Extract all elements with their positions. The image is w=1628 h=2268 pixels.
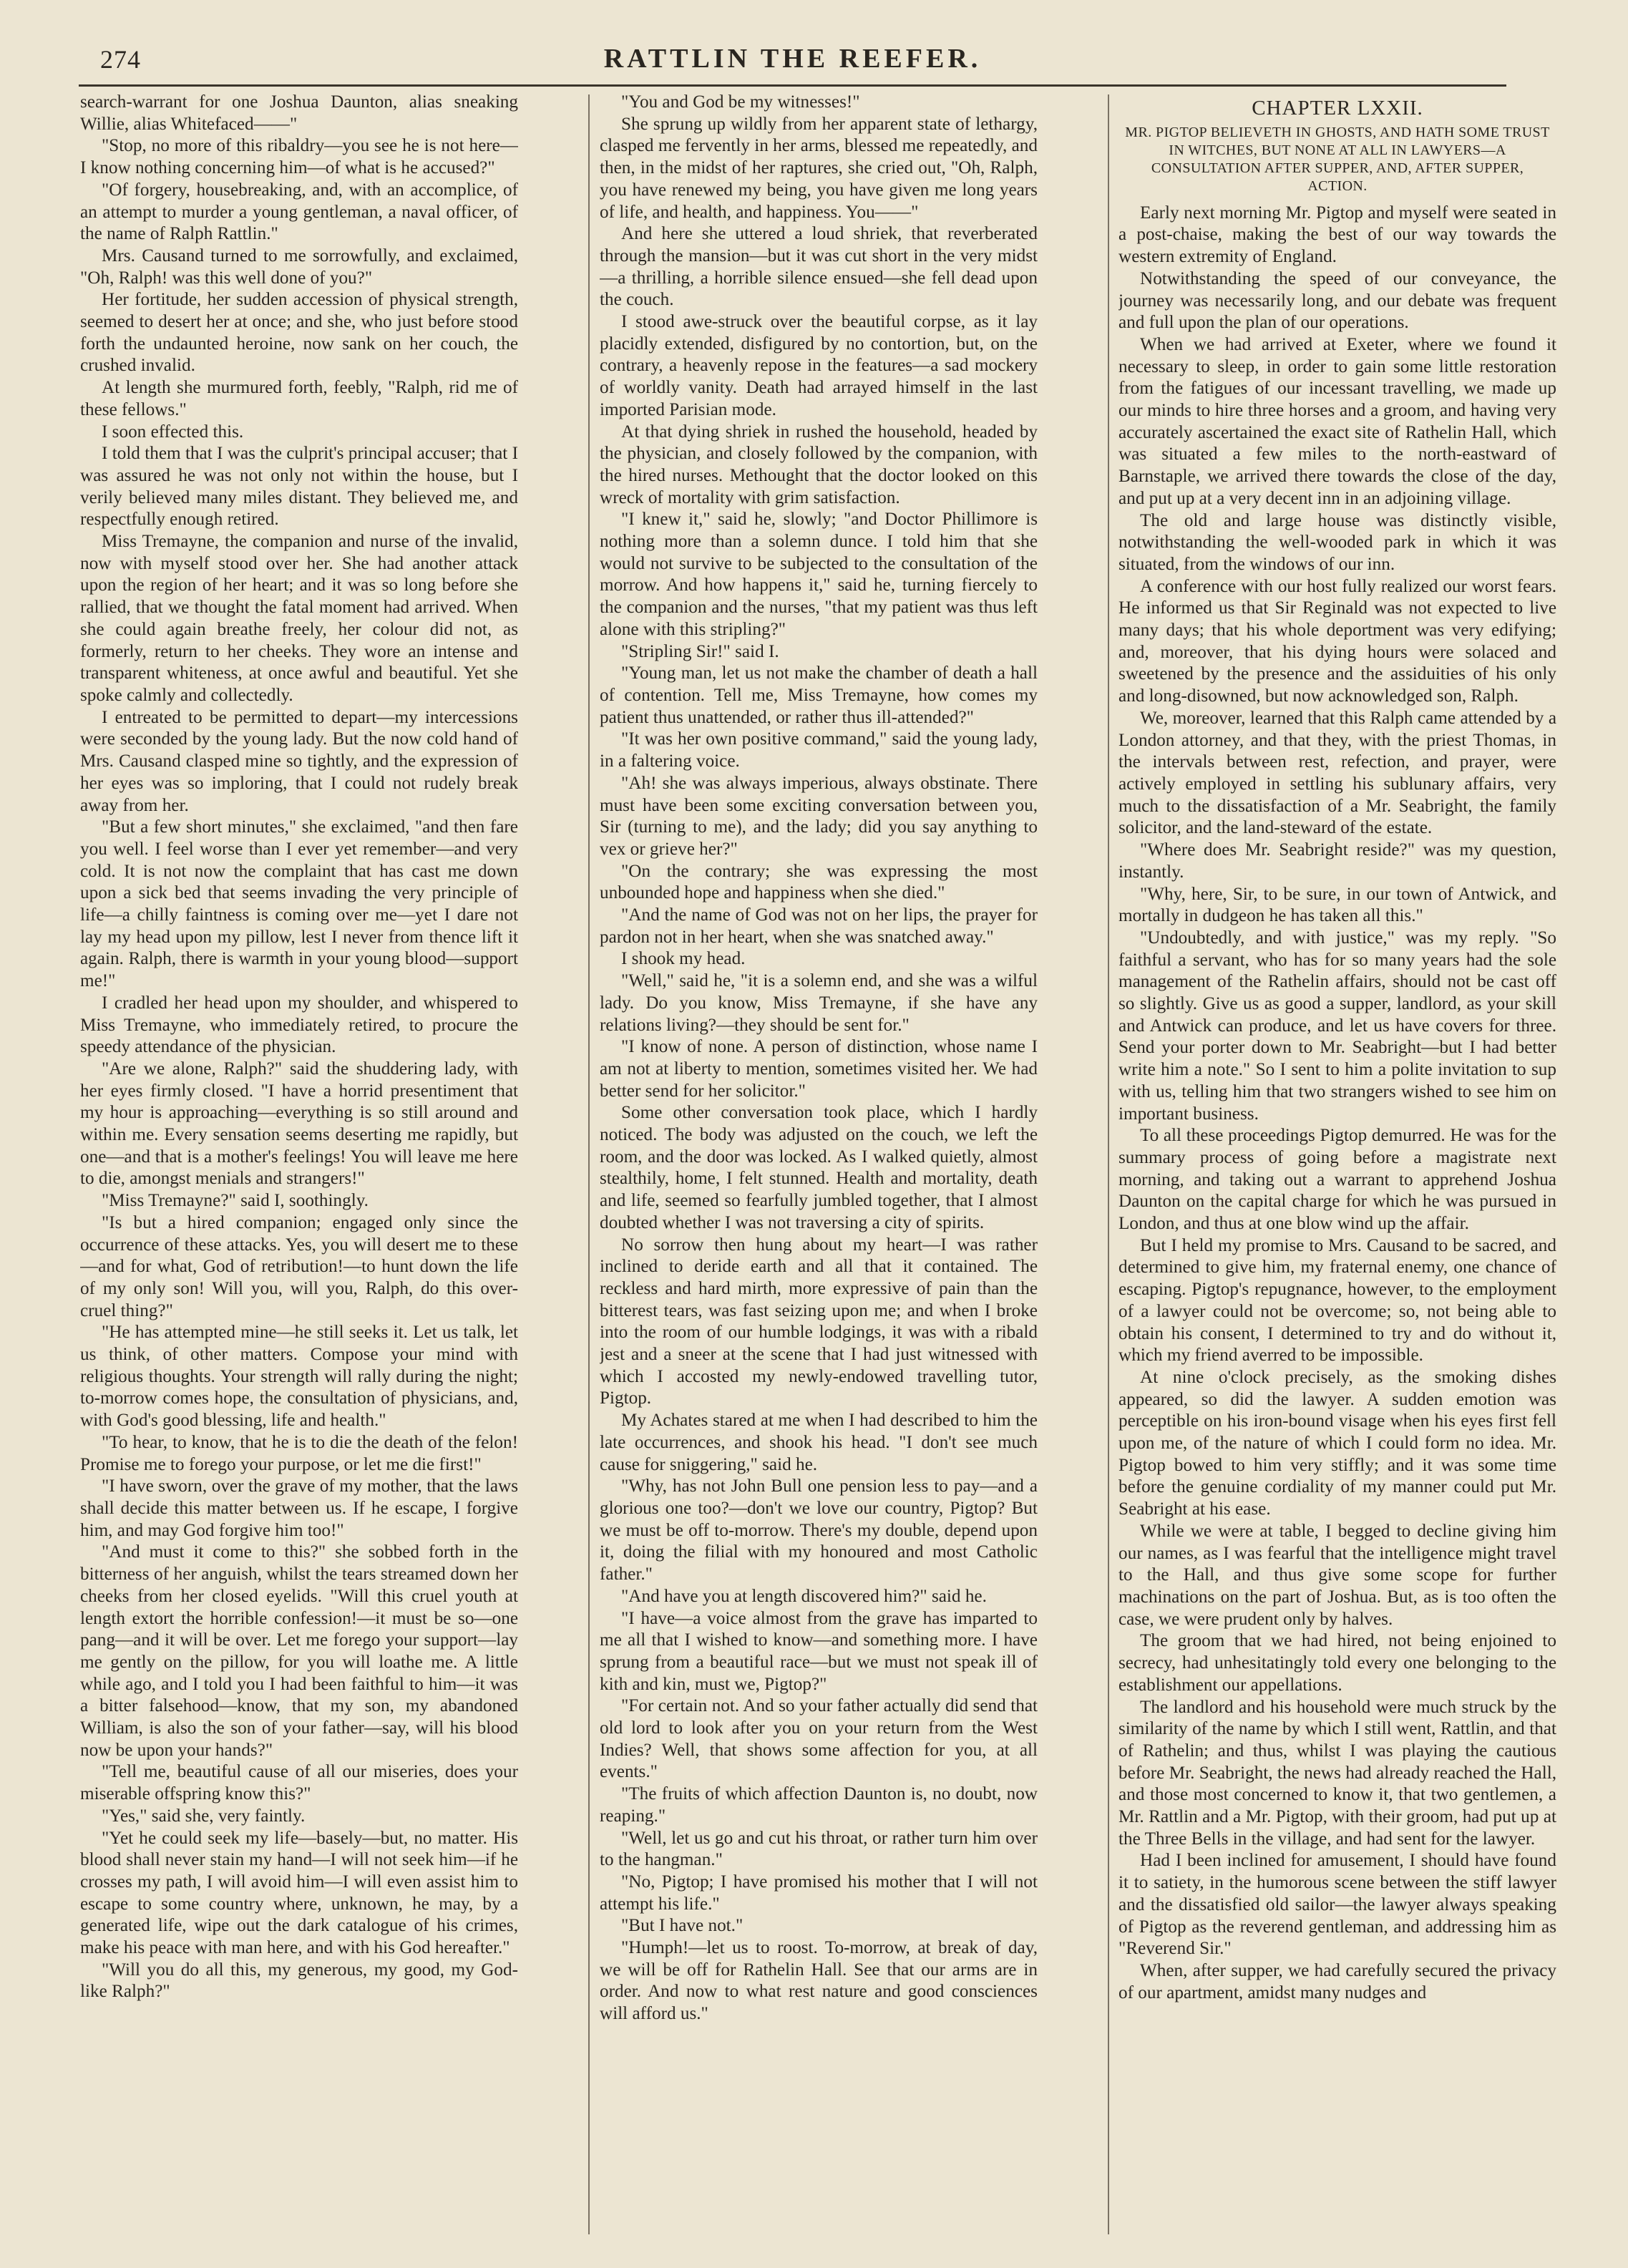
paragraph: "Stop, no more of this ribaldry—you see he is not here—I know nothing concerning him—of what is he accused?" [80, 136, 518, 178]
paragraph: "I have—a voice almost from the grave has imparted to me all that I wished to know—and something more. I have sprung from a beautiful race—but we must not speak ill of kith and kin, must we, Pigtop?" [600, 1608, 1038, 1694]
paragraph: Notwithstanding the speed of our conveyance, the journey was necessarily long, and our debate was frequent and full upon the plan of our operations. [1118, 268, 1556, 333]
paragraph: Had I been inclined for amusement, I should have found it to satiety, in the humorous scene between the stiff lawyer and the dissatisfied old sailor—the lawyer always speaking of Pigtop as the reverend gentleman, and addressing him as "Reverend Sir." [1118, 1851, 1556, 1959]
column-divider [588, 94, 590, 2234]
paragraph: "Will you do all this, my generous, my good, my God-like Ralph?" [80, 1960, 518, 2002]
paragraph: "Humph!—let us to roost. To-morrow, at break of day, we will be off for Rathelin Hall. See that our arms are in order. And now to what rest nature and good consciences will afford us." [600, 1938, 1038, 2024]
paragraph: And here she uttered a loud shriek, that reverberated through the mansion—but it was cut short in the very midst—a thrilling, a horrible silence ensued—she fell dead upon the couch. [600, 224, 1038, 310]
paragraph: "Stripling Sir!" said I. [621, 641, 779, 661]
paragraph: The landlord and his household were much struck by the similarity of the name by which I still went, Rattlin, and that of Rathelin; and thus, whilst I was playing the cautious before Mr. Seabright, the news had already reached the Hall, and those most concerned to know it, that two gentlemen, a Mr. Rattlin and a Mr. Pigtop, with their groom, had put up at the Three Bells in the village, and had sent for the lawyer. [1118, 1697, 1556, 1849]
paragraph: "And must it come to this?" she sobbed forth in the bitterness of her anguish, whilst the tears streamed down her cheeks from her closed eyelids. "Will this cruel youth at length extort the horrible confession!—it must be so—one pang—and it will be over. Let me forego your support—lay me gently on the pillow, for you will loathe me. A little while ago, and I told you I had been faithful to him—it was a bitter falsehood—know, that my son, my abandoned William, is also the son of your father—say, will his blood now be upon your hands?" [80, 1542, 518, 1760]
paragraph: "Is but a hired companion; engaged only since the occurrence of these attacks. Yes, you will desert me to these—and for what, God of retribution!—to hunt down the life of my only son! Will you, will you, Ralph, do this over-cruel thing?" [80, 1212, 518, 1320]
running-title: RATTLIN THE REEFER. [603, 44, 982, 74]
header-rule [79, 84, 1506, 87]
paragraph: "Yet he could seek my life—basely—but, no matter. His blood shall never stain my hand—I will not seek him—if he crosses my path, I will avoid him—I will even assist him to escape to some country where, unknown, he may, by a generated life, wipe out the dark catalogue of his crimes, make his peace with man here, and with his God hereafter." [80, 1828, 518, 1958]
paragraph: Miss Tremayne, the companion and nurse of the invalid, now with myself stood over her. She had another attack upon the region of her heart; and it was so long before she rallied, that we thought the fatal moment had arrived. When she could again breathe freely, her colour did not, as formerly, return to her cheeks. They wore an intense and transparent whiteness, at once awful and beautiful. Yet she spoke calmly and collectedly. [80, 532, 518, 705]
paragraph: The groom that we had hired, not being enjoined to secrecy, had unhesitatingly told every one belonging to the establishment our appellations. [1118, 1631, 1556, 1695]
paragraph: The old and large house was distinctly visible, notwithstanding the well-wooded park in which it was situated, from the windows of our inn. [1118, 510, 1556, 574]
paragraph: "Undoubtedly, and with justice," was my reply. "So faithful a servant, who has for so many years had the sole management of the Rathelin affairs, should not be cast off so slightly. Give us as good a supper, landlord, as your skill and Antwick can produce, and let us have covers for three. Send your porter down to Mr. Seabright—but I had better write him a note." So I sent to him a polite invitation to sup with us, telling him that two strangers wished to see him on important business. [1118, 928, 1556, 1124]
paragraph: "Are we alone, Ralph?" said the shuddering lady, with her eyes firmly closed. "I have a horrid presentiment that my hour is approaching—everything is so still around and within me. Every sensation seems deserting me rapidly, but one—and that is a mother's feelings! You will leave me here to die, amongst menials and strangers!" [80, 1058, 518, 1189]
paragraph: "Yes," said she, very faintly. [102, 1806, 306, 1826]
paragraph: At length she murmured forth, feebly, "Ralph, rid me of these fellows." [80, 378, 518, 419]
paragraph: "But a few short minutes," she exclaimed, "and then fare you well. I feel worse than I ever yet remember—and very cold. It is not now the complaint that has cast me down upon a sick bed that seems invading the very principle of life—a chilly faintness is coming over me—yet I dare not lay my head upon my pillow, lest I never from thence lift it again. Ralph, there is warmth in your young blood—support me!" [80, 817, 518, 991]
paragraph: "To hear, to know, that he is to die the death of the felon! Promise me to forego your purpose, or let me die first!" [80, 1432, 518, 1474]
paragraph: "You and God be my witnesses!" [621, 92, 860, 112]
paragraph: "And the name of God was not on her lips, the prayer for pardon not in her heart, when she was snatched away." [600, 905, 1038, 947]
paragraph: But I held my promise to Mrs. Causand to be sacred, and determined to give him, my fraternal enemy, one chance of escaping. Pigtop's repugnance, however, to the employment of a lawyer could not be overcome; so, not being able to obtain his consent, I determined to try and do without it, which my friend averred to be impossible. [1118, 1235, 1556, 1366]
paragraph: Some other conversation took place, which I hardly noticed. The body was adjusted on the couch, we left the room, and the door was locked. As I walked quietly, almost stealthily, home, I felt stunned. Health and mortality, death and life, seemed so fearfully jumbled together, that I almost doubted whether I was not traversing a city of spirits. [600, 1103, 1038, 1232]
paragraph: When we had arrived at Exeter, where we found it necessary to sleep, in order to gain some little restoration from the fatigues of our incessant travelling, we made up our minds to hire three horses and a groom, and having very accurately ascertained the exact site of Rathelin Hall, which was situated a few miles to the north-eastward of Barnstaple, we arrived there towards the close of the day, and put up at a very decent inn in an adjoining village. [1118, 334, 1556, 508]
paragraph: I soon effected this. [102, 422, 244, 442]
paragraph: A conference with our host fully realized our worst fears. He informed us that Sir Reginald was not expected to live many days; that his whole deportment was very edifying; and, moreover, that his dying hours were solaced and sweetened by the presence and the assiduities of his only and long-disowned, but now acknowledged son, Ralph. [1118, 576, 1556, 706]
paragraph: She sprung up wildly from her apparent state of lethargy, clasped me fervently in her arms, blessed me repeatedly, and then, in the midst of her raptures, she cried out, "Oh, Ralph, you have renewed my being, you have given me long years of life, and health, and happiness. You——" [600, 114, 1038, 222]
page-number: 274 [100, 45, 141, 74]
page-header [79, 37, 1506, 80]
chapter-heading: CHAPTER LXXII. [1252, 97, 1423, 120]
paragraph: "Where does Mr. Seabright reside?" was my question, instantly. [1118, 840, 1556, 882]
paragraph: "For certain not. And so your father actually did send that old lord to look after you on your return from the West Indies? Well, that shows some affection for you, at all events." [600, 1696, 1038, 1782]
chapter-summary: MR. PIGTOP BELIEVETH IN GHOSTS, AND HATH SOME TRUST IN WITCHES, BUT NONE AT ALL IN LAWYERS—A CONSULTATION AFTER SUPPER, AND, AFTER SUPPER, ACTION. [1125, 124, 1550, 194]
column-divider [1108, 94, 1109, 2234]
paragraph: "It was her own positive command," said the young lady, in a faltering voice. [600, 729, 1038, 772]
paragraph: "The fruits of which affection Daunton is, no doubt, now reaping." [600, 1784, 1038, 1826]
paragraph: search-warrant for one Joshua Daunton, alias sneaking Willie, alias Whitefaced——" [80, 92, 518, 134]
paragraph: "Well," said he, "it is a solemn end, and she was a wilful lady. Do you know, Miss Tremayne, if she have any relations living?—they should be sent for." [600, 971, 1038, 1035]
paragraph: Her fortitude, her sudden accession of physical strength, seemed to desert her at once; and she, who just before stood forth the undaunted heroine, now sank on her couch, the crushed invalid. [80, 290, 518, 376]
paragraph: "Miss Tremayne?" said I, soothingly. [102, 1191, 369, 1211]
text-column-3 [1118, 92, 1556, 2232]
paragraph: I stood awe-struck over the beautiful corpse, as it lay placidly extended, disfigured by no contortion, but, on the contrary, a heavenly repose in the features—a sad mockery of worldly vanity. Death had arrayed himself in the last imported Parisian mode. [600, 312, 1038, 419]
paragraph: At nine o'clock precisely, as the smoking dishes appeared, so did the lawyer. A sudden emotion was perceptible on his iron-bound visage when his eyes first fell upon me, of the nature of which I could form no idea. Mr. Pigtop bowed to him very stiffly; and it was some time before the genuine cordiality of my manner could put Mr. Seabright at his ease. [1118, 1367, 1556, 1519]
paragraph: "Why, has not John Bull one pension less to pay—and a glorious one too?—don't we love our country, Pigtop? But we must be off to-morrow. There's my double, depend upon it, doing the filial with my honoured and most Catholic father." [600, 1476, 1038, 1585]
paragraph: "Well, let us go and cut his throat, or rather turn him over to the hangman." [600, 1828, 1038, 1870]
paragraph: "And have you at length discovered him?" said he. [621, 1586, 987, 1606]
paragraph: "Tell me, beautiful cause of all our miseries, does your miserable offspring know this?" [80, 1762, 518, 1804]
paragraph: I shook my head. [621, 949, 746, 969]
paragraph: "Ah! she was always imperious, always obstinate. There must have been some exciting conversation between you, Sir (turning to me), and the lady; did you say anything to vex or grieve her?" [600, 773, 1038, 859]
paragraph: To all these proceedings Pigtop demurred. He was for the summary process of going before a magistrate next morning, and taking out a warrant to apprehend Joshua Daunton on the capital charge for which he was pursued in London, and thus at one blow wind up the affair. [1118, 1126, 1556, 1234]
paragraph: We, moreover, learned that this Ralph came attended by a London attorney, and that they, with the priest Thomas, in the intervals between rest, refection, and prayer, were actively employed in settling his sublunary affairs, very much to the dissatisfaction of a Mr. Seabright, the family solicitor, and the land-steward of the estate. [1118, 708, 1556, 838]
text-column-1 [80, 92, 518, 2232]
paragraph: I cradled her head upon my shoulder, and whispered to Miss Tremayne, who immediately retired, to procure the speedy attendance of the physician. [80, 993, 518, 1057]
paragraph: "I know of none. A person of distinction, whose name I am not at liberty to mention, sometimes visited her. We had better send for her solicitor." [600, 1037, 1038, 1101]
paragraph: No sorrow then hung about my heart—I was rather inclined to deride earth and all that it contained. The reckless and hard mirth, more expressive of pain than the bitterest tears, was fast seizing upon me; and when I broke into the room of our humble lodgings, it was with a ribald jest and a sneer at the scene that I had just witnessed with which I accosted my newly-endowed travelling tutor, Pigtop. [600, 1235, 1038, 1408]
paragraph: At that dying shriek in rushed the household, headed by the physician, and closely followed by the companion, with the hired nurses. Methought that the doctor looked on this wreck of mortality with grim satisfaction. [600, 422, 1038, 507]
paragraph: When, after supper, we had carefully secured the privacy of our apartment, amidst many nudges and [1118, 1960, 1556, 2002]
paragraph: "I have sworn, over the grave of my mother, that the laws shall decide this matter between us. If he escape, I forgive him, and may God forgive him too!" [80, 1476, 518, 1540]
paragraph: "Young man, let us not make the chamber of death a hall of contention. Tell me, Miss Tremayne, how comes my patient thus unattended, or rather thus ill-attended?" [600, 663, 1038, 727]
paragraph: "Of forgery, housebreaking, and, with an accomplice, of an attempt to murder a young gentleman, a naval officer, of the name of Ralph Rattlin." [80, 180, 518, 244]
paragraph: While we were at table, I begged to decline giving him our names, as I was fearful that the intelligence might travel to the Hall, and thus give some scope for further machinations on the part of Joshua. But, as is too often the case, we were prudent only by halves. [1118, 1521, 1556, 1629]
paragraph: I entreated to be permitted to depart—my intercessions were seconded by the young lady. But the now cold hand of Mrs. Causand clasped mine so tightly, and the expression of her eyes was so imploring, that I could not rudely break away from her. [80, 707, 518, 815]
paragraph: "On the contrary; she was expressing the most unbounded hope and happiness when she died." [600, 861, 1038, 903]
paragraph: "But I have not." [621, 1916, 744, 1936]
paragraph: "He has attempted mine—he still seeks it. Let us talk, let us think, of other matters. Compose your mind with religious thoughts. Your strength will rally during the night; to-morrow comes hope, the consultation of physicians, and, with God's good blessing, life and health." [80, 1323, 518, 1431]
paragraph: "No, Pigtop; I have promised his mother that I will not attempt his life." [600, 1872, 1038, 1914]
text-column-2 [600, 92, 1038, 2232]
paragraph: My Achates stared at me when I had described to him the late occurrences, and shook his head. "I don't see much cause for sniggering," said he. [600, 1411, 1038, 1474]
paragraph: Mrs. Causand turned to me sorrowfully, and exclaimed, "Oh, Ralph! was this well done of you?" [80, 245, 518, 288]
paragraph: "Why, here, Sir, to be sure, in our town of Antwick, and mortally in dudgeon he has taken all this." [1118, 884, 1556, 926]
paragraph: I told them that I was the culprit's principal accuser; that I was assured he was not only not within the house, but I verily believed many miles distant. They believed me, and respectfully enough retired. [80, 444, 518, 530]
paragraph: "I knew it," said he, slowly; "and Doctor Phillimore is nothing more than a solemn dunce. I told him that she would not survive to be subjected to the consultation of the morrow. And how happens it," said he, turning fiercely to the companion and the nurses, "that my patient was thus left alone with this stripling?" [600, 510, 1038, 639]
paragraph: Early next morning Mr. Pigtop and myself were seated in a post-chaise, making the best of our way towards the western extremity of England. [1118, 203, 1556, 267]
